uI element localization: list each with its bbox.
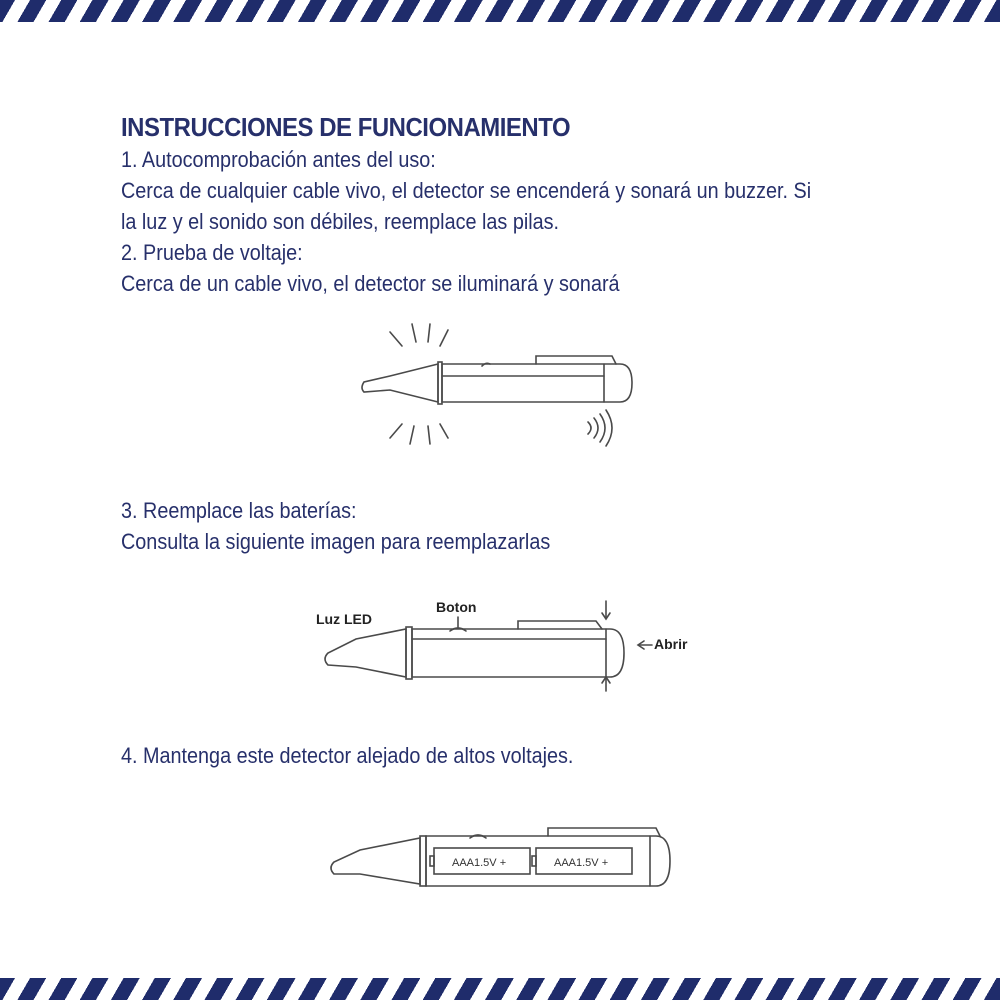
battery-2-terminal <box>532 856 536 866</box>
step-1-text-line-2: la luz y el sonido son débiles, reemplace las pilas. <box>121 209 560 234</box>
battery-1-label: AAA1.5V + <box>452 857 507 869</box>
light-ray <box>428 324 430 342</box>
sound-wave <box>588 422 591 434</box>
step-2-heading: 2. Prueba de voltaje: <box>121 240 303 265</box>
page-title: INSTRUCCIONES DE FUNCIONAMIENTO <box>121 112 571 142</box>
step-4-heading: 4. Mantenga este detector alejado de altos voltajes. <box>121 743 574 768</box>
light-ray <box>440 424 448 438</box>
sound-wave <box>594 418 598 438</box>
detector-batteries-illustration <box>320 818 680 898</box>
instructions-block-3 <box>121 740 901 771</box>
light-ray <box>390 332 402 346</box>
label-button: Boton <box>436 599 477 615</box>
light-ray <box>428 426 430 444</box>
detector-clip <box>548 828 660 836</box>
light-ray <box>440 330 448 346</box>
detector-tip <box>325 629 406 677</box>
detector-tip <box>362 364 438 402</box>
step-1-text-line-1: Cerca de cualquier cable vivo, el detector se encenderá y sonará un buzzer. Si <box>121 178 812 203</box>
light-ray <box>390 424 402 438</box>
instructions-block-1 <box>121 110 901 299</box>
detector-tip <box>331 838 420 884</box>
light-ray <box>410 426 414 444</box>
step-1-heading: 1. Autocomprobación antes del uso: <box>121 147 436 172</box>
sound-wave <box>600 414 605 442</box>
battery-1-terminal <box>430 856 434 866</box>
light-ray <box>412 324 416 342</box>
step-3-heading: 3. Reemplace las baterías: <box>121 498 357 523</box>
detector-clip <box>518 621 602 629</box>
battery-2-label: AAA1.5V + <box>554 857 609 869</box>
bottom-decorative-stripe <box>0 978 1000 1000</box>
detector-led-ring <box>406 627 412 679</box>
label-open: Abrir <box>654 636 688 652</box>
detector-body <box>412 629 624 677</box>
instructions-block-2 <box>121 495 901 557</box>
detector-clip <box>536 356 616 364</box>
detector-led-ring <box>420 836 426 886</box>
label-led: Luz LED <box>316 611 372 627</box>
top-decorative-stripe <box>0 0 1000 22</box>
detector-parts-illustration <box>310 595 710 695</box>
sound-wave <box>606 410 612 446</box>
step-2-text-line-1: Cerca de un cable vivo, el detector se iluminará y sonará <box>121 271 620 296</box>
detector-alert-illustration <box>350 320 650 450</box>
step-3-text-line-1: Consulta la siguiente imagen para reemplazarlas <box>121 529 551 554</box>
